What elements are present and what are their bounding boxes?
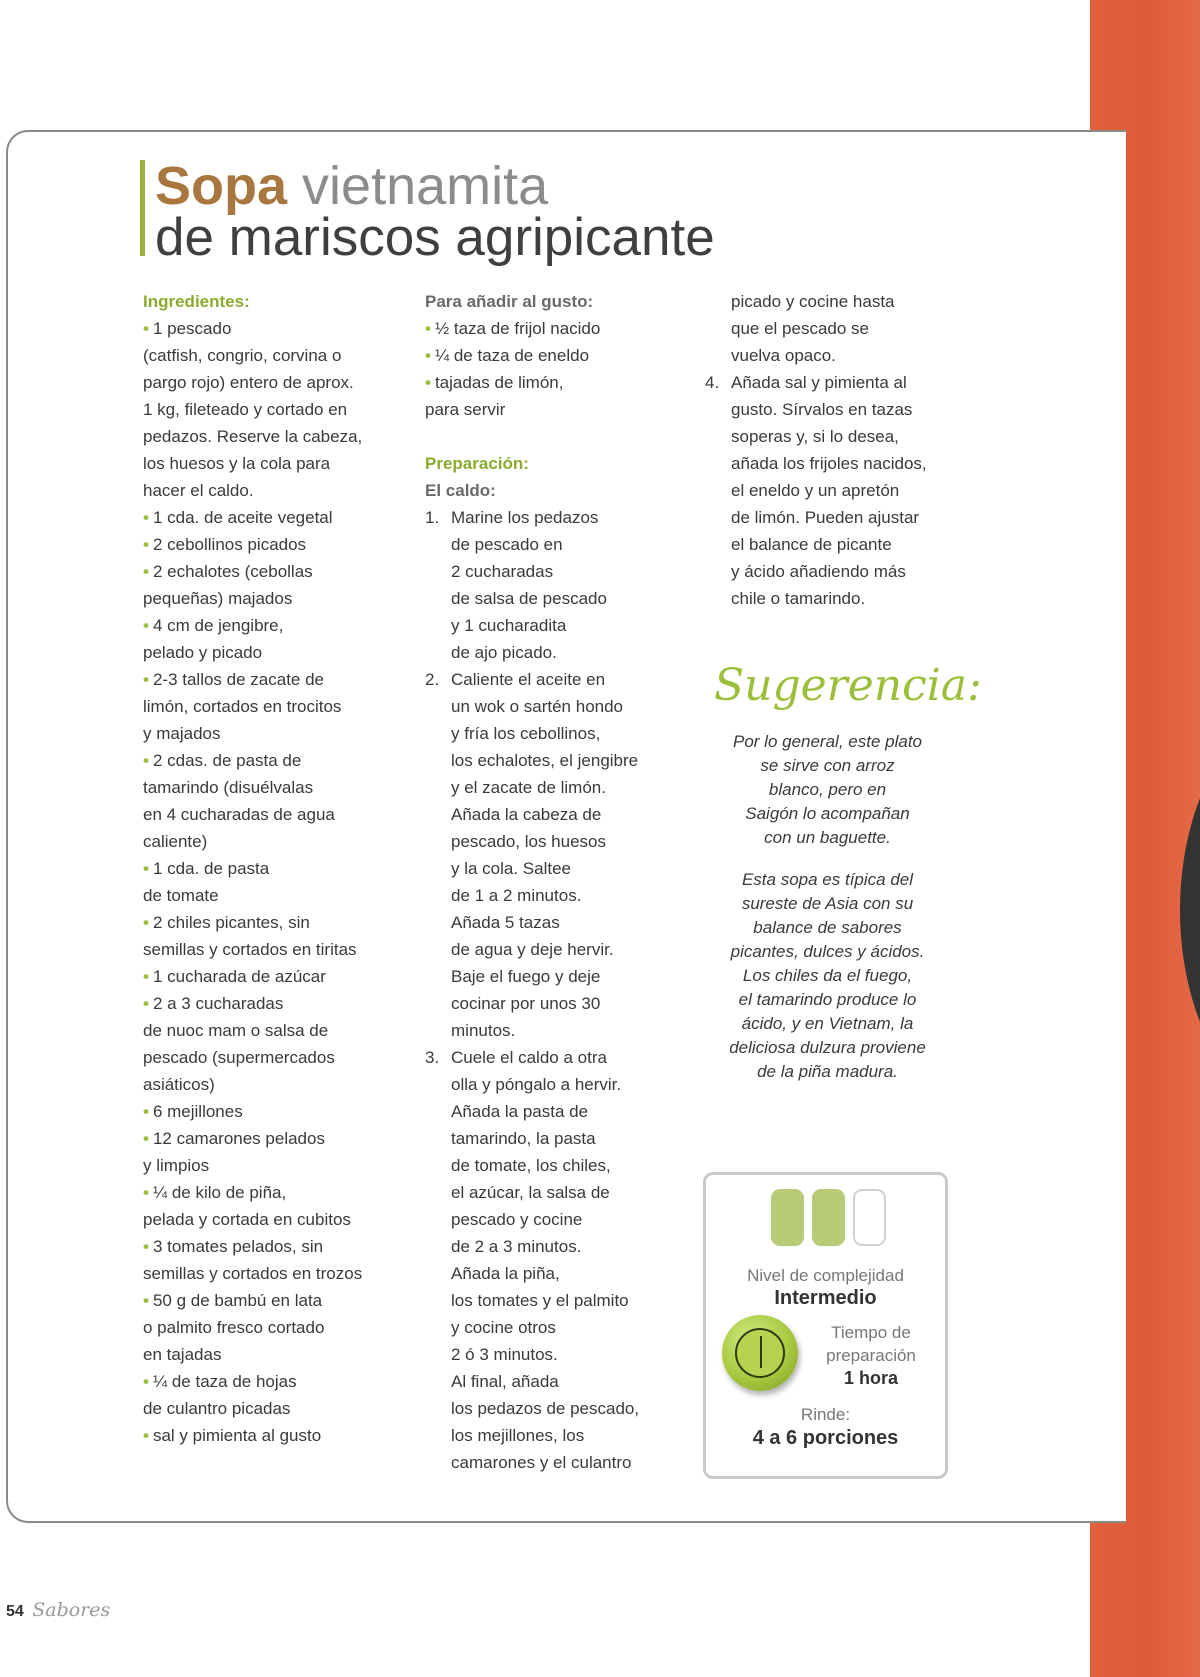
- ingredient-line: [143, 369, 403, 396]
- step-line: de 2 a 3 minutos.: [451, 1237, 582, 1256]
- ingredient-text: semillas y cortados en trozos: [143, 1264, 363, 1283]
- preparation-step: [705, 288, 970, 369]
- complexity-value: Intermedio: [774, 1287, 877, 1309]
- step-line: Añada la piña,: [451, 1264, 560, 1283]
- bullet-icon: •: [143, 508, 149, 527]
- bullet-icon: •: [143, 1237, 149, 1256]
- ingredient-line: [143, 774, 403, 801]
- ingredient-line: [425, 342, 680, 369]
- bullet-icon: •: [143, 670, 149, 689]
- ingredient-text: los huesos y la cola para: [143, 454, 331, 473]
- bullet-icon: •: [425, 373, 431, 392]
- ingredient-line: [143, 396, 403, 423]
- step-line: 2 ó 3 minutos.: [451, 1345, 558, 1364]
- preparation-step: [425, 666, 680, 1044]
- step-line: de 1 a 2 minutos.: [451, 886, 582, 905]
- ingredient-line: [143, 1152, 403, 1179]
- step-number: 1.: [425, 508, 440, 527]
- ingredient-text: semillas y cortados en tiritas: [143, 940, 357, 959]
- ingredient-text: 2 a 3 cucharadas: [152, 994, 284, 1013]
- step-line: tamarindo, la pasta: [451, 1129, 596, 1148]
- ingredient-line: [143, 558, 403, 585]
- step-number: 2.: [425, 670, 440, 689]
- ingredient-line: [143, 1287, 403, 1314]
- ingredient-line: [143, 1260, 403, 1287]
- recipe-title-line2: de mariscos agripicante: [155, 208, 715, 267]
- suggestion-line: de la piña madura.: [757, 1062, 898, 1081]
- ingredient-line: [425, 315, 680, 342]
- step-line: minutos.: [451, 1021, 516, 1040]
- step-number: 4.: [705, 373, 720, 392]
- time-label-line2: preparación: [826, 1346, 916, 1365]
- step-line: añada los frijoles nacidos,: [731, 454, 927, 473]
- ingredient-text: 2-3 tallos de zacate de: [152, 670, 325, 689]
- ingredient-text: para servir: [425, 400, 506, 419]
- step-line: el balance de picante: [731, 535, 892, 554]
- step-line: Añada la pasta de: [451, 1102, 589, 1121]
- ingredient-line: [143, 882, 403, 909]
- title-bold-word: Sopa: [155, 156, 288, 216]
- step-line: el eneldo y un apretón: [731, 481, 900, 500]
- ingredient-text: o palmito fresco cortado: [143, 1318, 325, 1337]
- step-line: Añada la cabeza de: [451, 805, 602, 824]
- bullet-icon: •: [143, 751, 149, 770]
- ingredient-line: [143, 315, 403, 342]
- step-line: los tomates y el palmito: [451, 1291, 629, 1310]
- suggestion-line: picantes, dulces y ácidos.: [730, 942, 925, 961]
- bullet-icon: •: [143, 859, 149, 878]
- ingredient-text: y majados: [143, 724, 221, 743]
- ingredient-text: en 4 cucharadas de agua: [143, 805, 335, 824]
- step-line: y cocine otros: [451, 1318, 556, 1337]
- page-number: 54: [6, 1603, 24, 1620]
- complexity-bar: [853, 1189, 886, 1246]
- step-number: 3.: [425, 1048, 440, 1067]
- ingredient-text: (catfish, congrio, corvina o: [143, 346, 342, 365]
- suggestion-line: Saigón lo acompañan: [745, 804, 910, 823]
- ingredient-line: [143, 1044, 403, 1071]
- ingredient-line: [143, 1314, 403, 1341]
- step-line: Al final, añada: [451, 1372, 559, 1391]
- ingredient-line: [425, 369, 680, 396]
- preparation-steps-continued: [705, 288, 970, 612]
- ingredients-heading: Ingredientes:: [143, 292, 250, 311]
- ingredient-line: [143, 1368, 403, 1395]
- ingredient-line: [143, 990, 403, 1017]
- ingredient-text: pescado (supermercados: [143, 1048, 335, 1067]
- ingredient-line: [143, 747, 403, 774]
- ingredient-text: pargo rojo) entero de aprox.: [143, 373, 354, 392]
- bullet-icon: •: [143, 1426, 149, 1445]
- preparation-heading: Preparación:: [425, 454, 529, 473]
- bullet-icon: •: [143, 1129, 149, 1148]
- ingredient-line: [425, 396, 680, 423]
- spacer: [425, 423, 680, 450]
- ingredient-line: [143, 531, 403, 558]
- step-line: Añada sal y pimienta al: [731, 373, 907, 392]
- suggestion-line: se sirve con arroz: [760, 756, 895, 775]
- step-line: y ácido añadiendo más: [731, 562, 906, 581]
- step-line: camarones y el culantro: [451, 1453, 632, 1472]
- bullet-icon: •: [425, 319, 431, 338]
- recipe-title-line1: [155, 156, 548, 216]
- time-value: 1 hora: [843, 1368, 899, 1388]
- clock-hand-hour: [760, 1352, 762, 1368]
- ingredient-line: [143, 963, 403, 990]
- preparation-step: [425, 504, 680, 666]
- ingredient-text: 2 echalotes (cebollas: [152, 562, 313, 581]
- step-line: gusto. Sírvalos en tazas: [731, 400, 913, 419]
- ingredients-column: [143, 288, 403, 1449]
- ingredient-line: [143, 1422, 403, 1449]
- ingredient-text: 6 mejillones: [152, 1102, 243, 1121]
- suggestion-line: Los chiles da el fuego,: [742, 966, 913, 985]
- step-line: Cuele el caldo a otra: [451, 1048, 607, 1067]
- ingredient-line: [143, 936, 403, 963]
- suggestion-line: Esta sopa es típica del: [741, 870, 914, 889]
- bullet-icon: •: [143, 319, 149, 338]
- ingredient-text: limón, cortados en trocitos: [143, 697, 342, 716]
- title-light-word: vietnamita: [302, 156, 549, 216]
- extras-heading: Para añadir al gusto:: [425, 292, 594, 311]
- step-line: y fría los cebollinos,: [451, 724, 601, 743]
- step-line: y 1 cucharadita: [451, 616, 567, 635]
- ingredient-text: 1 cucharada de azúcar: [152, 967, 326, 986]
- ingredient-line: [143, 1233, 403, 1260]
- ingredient-line: [143, 423, 403, 450]
- recipe-info-box: [703, 1172, 948, 1479]
- step-line: cocinar por unos 30: [451, 994, 601, 1013]
- ingredient-line: [143, 504, 403, 531]
- ingredient-text: 1 cda. de pasta: [152, 859, 270, 878]
- ingredient-text: asiáticos): [143, 1075, 215, 1094]
- suggestion-line: blanco, pero en: [768, 780, 887, 799]
- step-line: Marine los pedazos: [451, 508, 599, 527]
- bullet-icon: •: [143, 967, 149, 986]
- suggestion-line: deliciosa dulzura proviene: [729, 1038, 926, 1057]
- step-line: los echalotes, el jengibre: [451, 751, 639, 770]
- ingredient-text: ½ taza de frijol nacido: [434, 319, 601, 338]
- ingredient-text: ¼ de taza de hojas: [152, 1372, 297, 1391]
- bullet-icon: •: [143, 1102, 149, 1121]
- ingredient-line: [143, 585, 403, 612]
- ingredient-text: 3 tomates pelados, sin: [152, 1237, 324, 1256]
- step-line: de agua y deje hervir.: [451, 940, 614, 959]
- bullet-icon: •: [425, 346, 431, 365]
- complexity-bar: [771, 1189, 804, 1246]
- extras-list: [425, 315, 680, 423]
- ingredient-text: 2 cdas. de pasta de: [152, 751, 302, 770]
- ingredient-line: [143, 801, 403, 828]
- yield-label: Rinde:: [800, 1405, 851, 1424]
- ingredient-text: caliente): [143, 832, 208, 851]
- ingredient-line: [143, 639, 403, 666]
- page-footer: [6, 1599, 110, 1621]
- yield-value: 4 a 6 porciones: [752, 1427, 899, 1449]
- step-line: de ajo picado.: [451, 643, 557, 662]
- bullet-icon: •: [143, 616, 149, 635]
- step-line: soperas y, si lo desea,: [731, 427, 899, 446]
- ingredient-text: 1 pescado: [152, 319, 232, 338]
- ingredient-text: hacer el caldo.: [143, 481, 254, 500]
- suggestion-paragraph-1: [705, 730, 950, 850]
- suggestion-line: ácido, y en Vietnam, la: [741, 1014, 914, 1033]
- step-line: el azúcar, la salsa de: [451, 1183, 610, 1202]
- ingredient-line: [143, 828, 403, 855]
- ingredient-text: 12 camarones pelados: [152, 1129, 325, 1148]
- step-line: los mejillones, los: [451, 1426, 585, 1445]
- step-line: Baje el fuego y deje: [451, 967, 601, 986]
- ingredient-text: 2 cebollinos picados: [152, 535, 307, 554]
- title-accent-bar: [140, 160, 145, 256]
- ingredient-text: tamarindo (disuélvalas: [143, 778, 314, 797]
- ingredient-text: pelado y picado: [143, 643, 263, 662]
- ingredient-line: [143, 720, 403, 747]
- clock-icon: [722, 1315, 798, 1391]
- preparation-step: [425, 1044, 680, 1476]
- ingredient-line: [143, 1125, 403, 1152]
- step-line: de tomate, los chiles,: [451, 1156, 611, 1175]
- ingredient-line: [143, 1017, 403, 1044]
- ingredient-line: [143, 666, 403, 693]
- step-line: que el pescado se: [731, 319, 869, 338]
- time-label-line1: Tiempo de: [831, 1323, 911, 1342]
- right-column: [705, 288, 970, 612]
- step-line: los pedazos de pescado,: [451, 1399, 640, 1418]
- step-line: de salsa de pescado: [451, 589, 607, 608]
- ingredient-line: [143, 1071, 403, 1098]
- ingredient-line: [143, 1179, 403, 1206]
- bullet-icon: •: [143, 1183, 149, 1202]
- step-line: chile o tamarindo.: [731, 589, 866, 608]
- ingredient-text: 2 chiles picantes, sin: [152, 913, 310, 932]
- ingredient-text: ¼ de kilo de piña,: [152, 1183, 287, 1202]
- step-line: y el zacate de limón.: [451, 778, 606, 797]
- ingredient-line: [143, 1098, 403, 1125]
- step-line: pescado, los huesos: [451, 832, 606, 851]
- bullet-icon: •: [143, 994, 149, 1013]
- suggestion-line: con un baguette.: [764, 828, 891, 847]
- step-line: y la cola. Saltee: [451, 859, 572, 878]
- step-line: de pescado en: [451, 535, 563, 554]
- preparation-steps: [425, 504, 680, 1476]
- step-line: Caliente el aceite en: [451, 670, 606, 689]
- ingredient-line: [143, 450, 403, 477]
- ingredient-line: [143, 1395, 403, 1422]
- ingredients-list: [143, 315, 403, 1449]
- broth-subheading: El caldo:: [425, 481, 496, 500]
- bullet-icon: •: [143, 535, 149, 554]
- bullet-icon: •: [143, 913, 149, 932]
- step-line: Añada 5 tazas: [451, 913, 560, 932]
- ingredient-text: 1 cda. de aceite vegetal: [152, 508, 333, 527]
- ingredient-text: ¼ de taza de eneldo: [434, 346, 590, 365]
- ingredient-text: pedazos. Reserve la cabeza,: [143, 427, 363, 446]
- step-line: olla y póngalo a hervir.: [451, 1075, 622, 1094]
- ingredient-line: [143, 342, 403, 369]
- suggestion-line: sureste de Asia con su: [741, 894, 914, 913]
- suggestion-title: Sugerencia:: [714, 660, 982, 711]
- ingredient-text: pelada y cortada en cubitos: [143, 1210, 351, 1229]
- suggestion-line: Por lo general, este plato: [732, 732, 922, 751]
- ingredient-text: de culantro picadas: [143, 1399, 291, 1418]
- step-line: de limón. Pueden ajustar: [731, 508, 920, 527]
- suggestion-line: el tamarindo produce lo: [738, 990, 917, 1009]
- suggestion-paragraph-2: [705, 868, 950, 1084]
- ingredient-text: de nuoc mam o salsa de: [143, 1021, 329, 1040]
- ingredient-line: [143, 477, 403, 504]
- ingredient-text: en tajadas: [143, 1345, 222, 1364]
- ingredient-text: 50 g de bambú en lata: [152, 1291, 323, 1310]
- suggestion-line: balance de sabores: [753, 918, 902, 937]
- ingredient-text: y limpios: [143, 1156, 210, 1175]
- preparation-step: [705, 369, 970, 612]
- ingredient-text: 4 cm de jengibre,: [152, 616, 284, 635]
- bullet-icon: •: [143, 1291, 149, 1310]
- ingredient-text: sal y pimienta al gusto: [152, 1426, 322, 1445]
- ingredient-text: 1 kg, fileteado y cortado en: [143, 400, 348, 419]
- ingredient-line: [143, 1341, 403, 1368]
- bullet-icon: •: [143, 1372, 149, 1391]
- step-line: picado y cocine hasta: [731, 292, 895, 311]
- step-line: un wok o sartén hondo: [451, 697, 624, 716]
- step-line: 2 cucharadas: [451, 562, 554, 581]
- step-line: vuelva opaco.: [731, 346, 836, 365]
- ingredient-line: [143, 909, 403, 936]
- middle-column: [425, 288, 680, 1476]
- ingredient-line: [143, 693, 403, 720]
- magazine-logo: Sabores: [32, 1599, 111, 1621]
- bullet-icon: •: [143, 562, 149, 581]
- step-line: pescado y cocine: [451, 1210, 583, 1229]
- ingredient-line: [143, 612, 403, 639]
- ingredient-text: tajadas de limón,: [434, 373, 564, 392]
- ingredient-line: [143, 1206, 403, 1233]
- complexity-bar: [812, 1189, 845, 1246]
- ingredient-line: [143, 855, 403, 882]
- ingredient-text: de tomate: [143, 886, 219, 905]
- complexity-label: Nivel de complejidad: [747, 1266, 904, 1285]
- ingredient-text: pequeñas) majados: [143, 589, 293, 608]
- clock-face: [735, 1328, 785, 1378]
